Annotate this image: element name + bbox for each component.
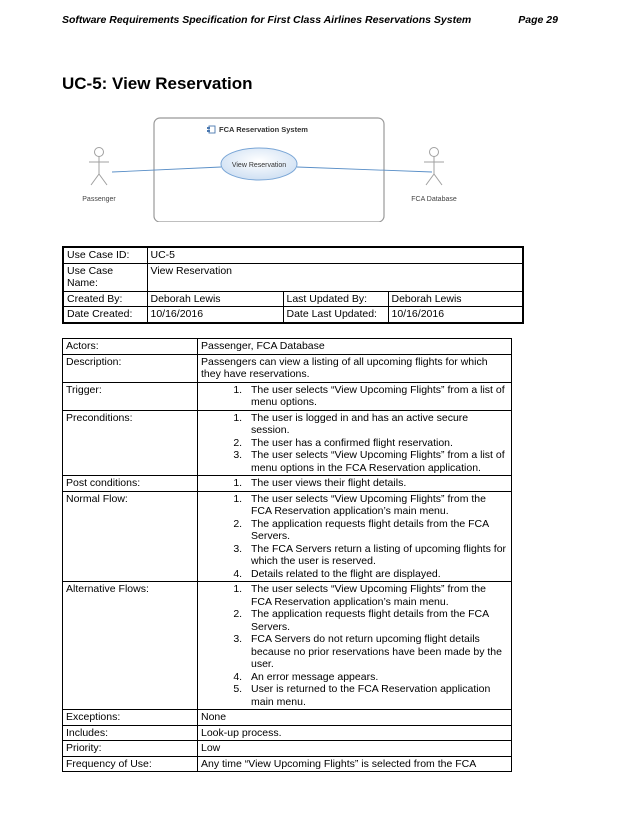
date-last-updated-label: Date Last Updated: — [283, 307, 388, 323]
list-item: 1. The user selects “View Upcoming Flights” from a list of menu options. — [245, 384, 508, 409]
list-item: 1. The user selects “View Upcoming Flights” from the FCA Reservation application’s main menu. — [245, 493, 508, 518]
table-row — [63, 354, 512, 382]
normal-flow-value — [198, 491, 512, 582]
alt-flows-list — [201, 583, 508, 708]
priority-label: Priority: — [63, 741, 198, 757]
page-number: Page 29 — [518, 14, 558, 26]
table-row — [63, 382, 512, 410]
table-row — [63, 756, 512, 772]
page-header — [62, 14, 558, 26]
section-title: UC-5: View Reservation — [62, 74, 253, 93]
description-label: Description: — [63, 354, 198, 382]
date-last-updated-value: 10/16/2016 — [388, 307, 523, 323]
table-row — [63, 710, 512, 726]
list-item: 2. The user has a confirmed flight reservation. — [245, 437, 508, 450]
frequency-value: Any time “View Upcoming Flights” is selected from the FCA — [198, 756, 512, 772]
table-row — [63, 725, 512, 741]
list-item: 1. The user selects “View Upcoming Flights” from the FCA Reservation application’s main menu. — [245, 583, 508, 608]
list-item: 2. The application requests flight details from the FCA Servers. — [245, 608, 508, 633]
list-item: 3. The user selects “View Upcoming Flights” from a list of menu options in the FCA Reservation application. — [245, 449, 508, 474]
table-row — [63, 291, 523, 307]
use-case-name-value: View Reservation — [147, 263, 523, 291]
alt-flows-value — [198, 582, 512, 710]
last-updated-by-label: Last Updated By: — [283, 291, 388, 307]
description-value: Passengers can view a listing of all upcoming flights for which they have reservations. — [198, 354, 512, 382]
trigger-value — [198, 382, 512, 410]
table-row — [63, 307, 523, 323]
list-item: 1. The user is logged in and has an active secure session. — [245, 412, 508, 437]
created-by-label: Created By: — [63, 291, 147, 307]
trigger-label: Trigger: — [63, 382, 198, 410]
database-actor-icon — [424, 148, 444, 186]
trigger-list — [201, 384, 508, 409]
passenger-actor-icon — [89, 148, 109, 186]
use-case-label: View Reservation — [231, 162, 287, 169]
frequency-label: Frequency of Use: — [63, 756, 198, 772]
table-row — [63, 476, 512, 492]
date-created-value: 10/16/2016 — [147, 307, 283, 323]
actors-value: Passenger, FCA Database — [198, 339, 512, 355]
use-case-detail-table — [62, 338, 512, 772]
date-created-label: Date Created: — [63, 307, 147, 323]
preconditions-value — [198, 410, 512, 476]
postconditions-list — [201, 477, 508, 490]
list-item: 2. The application requests flight details from the FCA Servers. — [245, 518, 508, 543]
last-updated-by-value: Deborah Lewis — [388, 291, 523, 307]
normal-flow-label: Normal Flow: — [63, 491, 198, 582]
passenger-actor-label: Passenger — [82, 196, 116, 203]
table-row — [63, 582, 512, 710]
list-item: 3. The FCA Servers return a listing of upcoming flights for which the user is reserved. — [245, 543, 508, 568]
includes-value: Look-up process. — [198, 725, 512, 741]
table-row — [63, 410, 512, 476]
use-case-id-label: Use Case ID: — [63, 247, 147, 263]
system-label: FCA Reservation System — [219, 125, 308, 134]
preconditions-list — [201, 412, 508, 475]
exceptions-value: None — [198, 710, 512, 726]
table-row — [63, 339, 512, 355]
preconditions-label: Preconditions: — [63, 410, 198, 476]
normal-flow-list — [201, 493, 508, 581]
diagram-svg — [62, 112, 562, 222]
use-case-diagram — [62, 112, 562, 222]
priority-value: Low — [198, 741, 512, 757]
postconditions-value — [198, 476, 512, 492]
alt-flows-label: Alternative Flows: — [63, 582, 198, 710]
postconditions-label: Post conditions: — [63, 476, 198, 492]
list-item: 5. User is returned to the FCA Reservation application main menu. — [245, 683, 508, 708]
list-item: 1. The user views their flight details. — [245, 477, 508, 490]
list-item: 4. Details related to the flight are displayed. — [245, 568, 508, 581]
document-title: Software Requirements Specification for First Class Airlines Reservations System — [62, 14, 472, 26]
list-item: 4. An error message appears. — [245, 671, 508, 684]
table-row — [63, 263, 523, 291]
table-row — [63, 491, 512, 582]
table-row — [63, 247, 523, 263]
exceptions-label: Exceptions: — [63, 710, 198, 726]
use-case-id-value: UC-5 — [147, 247, 523, 263]
list-item: 3. FCA Servers do not return upcoming flight details because no prior reservations have been made by the user. — [245, 633, 508, 671]
includes-label: Includes: — [63, 725, 198, 741]
database-actor-label: FCA Database — [411, 196, 457, 203]
use-case-name-label: Use Case Name: — [63, 263, 147, 291]
created-by-value: Deborah Lewis — [147, 291, 283, 307]
table-row — [63, 741, 512, 757]
actors-label: Actors: — [63, 339, 198, 355]
use-case-info-table — [62, 246, 524, 324]
